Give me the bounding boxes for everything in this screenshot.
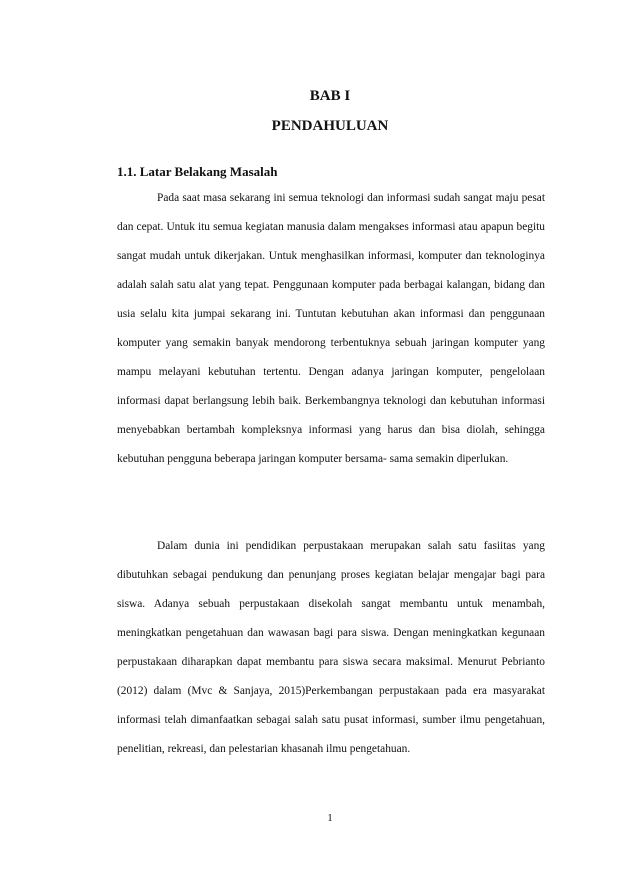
section-heading: 1.1. Latar Belakang Masalah [117,164,278,179]
paragraph-1: Pada saat masa sekarang ini semua teknologi dan informasi sudah sangat maju pesat dan cepat. Untuk itu semua kegiatan manusia dalam mengakses informasi atau apapun begitu sangat mudah untuk dikerjakan. Untuk menghasilkan informasi, komputer dan teknologinya adalah salah satu alat yang tepat. Penggunaan komputer pada berbagai kalangan, bidang dan usia selalu kita jumpai sekarang ini. Tuntutan kebutuhan akan informasi dan penggunaan komputer yang semakin banyak mendorong terbentuknya sebuah jaringan komputer yang mampu melayani kebutuhan tertentu. Dengan adanya jaringan komputer, pengelolaan informasi dapat berlangsung lebih baik. Berkembangnya teknologi dan kebutuhan informasi menyebabkan bertambah kompleksnya informasi yang harus dan bisa diolah, sehingga kebutuhan pengguna beberapa jaringan komputer bersama- sama semakin diperlukan. [117,192,545,465]
page-number: 1 [327,812,333,824]
chapter-number: BAB I [309,88,351,104]
chapter-title: PENDAHULUAN [271,118,389,134]
body-block-2 [117,532,545,764]
paragraph-2: Dalam dunia ini pendidikan perpustakaan merupakan salah satu fasiitas yang dibutuhkan sebagai pendukung dan penunjang proses kegiatan belajar mengajar bagi para siswa. Adanya sebuah perpustakaan disekolah sangat membantu untuk menambah, meningkatkan pengetahuan dan wawasan bagi para siswa. Dengan meningkatkan kegunaan perpustakaan diharapkan dapat membantu para siswa secara maksimal. Menurut Pebrianto (2012) dalam (Mvc & Sanjaya, 2015)Perkembangan perpustakaan pada era masyarakat informasi telah dimanfaatkan sebagai salah satu pusat informasi, sumber ilmu pengetahuan, penelitian, rekreasi, dan pelestarian khasanah ilmu pengetahuan. [117,540,545,755]
body-block-1 [117,184,545,474]
